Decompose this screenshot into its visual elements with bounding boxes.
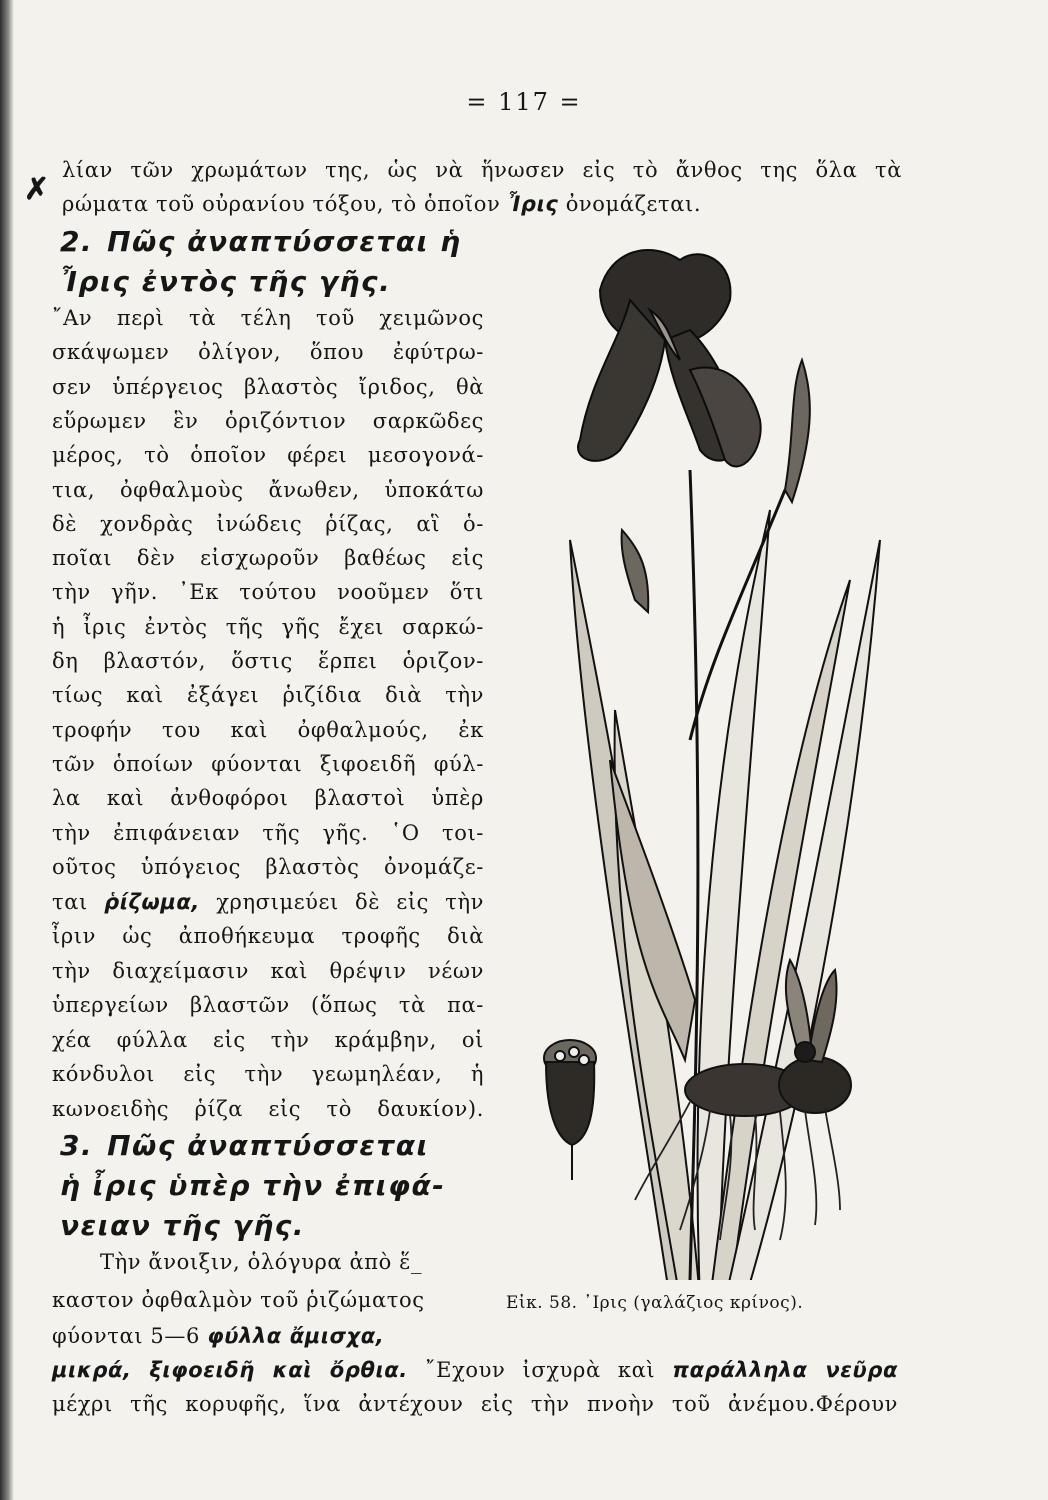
body-line-b-3: ὑπεργείων βλαστῶν (ὅπως τὰ πα-	[52, 993, 484, 1017]
section-3-heading-line-1	[60, 1126, 429, 1166]
rhizome-post: χρησιμεύει δὲ εἰς τὴν	[216, 890, 485, 914]
section-2-heading-line-1	[60, 222, 462, 262]
body-line-2: σκάψωμεν ὀλίγον, ὅπου ἐφύτρω-	[52, 340, 484, 365]
section-3-line-4	[52, 1352, 898, 1388]
iris-seed-capsule	[544, 1040, 596, 1180]
section-3-number: 3.	[60, 1129, 94, 1162]
iris-leaves	[570, 510, 880, 1280]
body-line-8: ποῖαι δὲν εἰσχωροῦν βαθέως εἰς	[52, 546, 484, 571]
body-line-3: σεν ὑπέργειος βλαστὸς ἴριδος, θὰ	[52, 374, 484, 399]
intro-line-1: λίαν τῶν χρωμάτων της, ὡς νὰ ἥνωσεν εἰς τὸ ἄνθος της ὅλα τὰ	[62, 158, 902, 182]
body-line-b-2: τὴν διαχείμασιν καὶ θρέψιν νέων	[52, 958, 484, 983]
section-3-title-1: Πῶς ἀναπτύσσεται	[107, 1129, 429, 1162]
section-2-number: 2.	[60, 225, 94, 258]
rhizome-term: ῥίζωμα,	[104, 890, 200, 914]
iris-flower	[578, 250, 761, 466]
body-line-12: τίως καὶ ἐξάγει ῥιζίδια διὰ τὴν	[52, 683, 484, 708]
body-line-10: ἡ ἶρις ἐντὸς τῆς γῆς ἔχει σαρκώ-	[52, 614, 484, 639]
body-line-17: οῦτος ὑπόγειος βλαστὸς ὀνομάζε-	[52, 854, 484, 879]
body-line-1: ῎Αν περὶ τὰ τέλη τοῦ χειμῶνος	[52, 306, 484, 330]
margin-mark: ✗	[24, 172, 50, 207]
intro-line-2-text: ρώματα τοῦ οὐρανίου τόξου, τὸ ὁποῖον	[62, 192, 501, 216]
section-3-line-3-bold: φύλλα ἄμισχα,	[207, 1324, 385, 1348]
intro-line-2-end: ὀνομάζεται.	[565, 192, 702, 216]
section-3-line-4-bold: μικρά, ξιφοειδῆ καὶ ὄρθια.	[52, 1358, 408, 1382]
body-line-15: λα καὶ ἀνθοφόροι βλαστοὶ ὑπὲρ	[52, 786, 484, 811]
intro-bold-term: Ἶρις	[507, 192, 559, 216]
figure-caption: Εἰκ. 58. ᾿Ιρις (γαλάζιος κρίνος).	[506, 1293, 804, 1313]
section-3-line-2: καστον ὀφθαλμὸν τοῦ ῥιζώματος	[52, 1288, 425, 1312]
intro-line-2	[62, 186, 701, 222]
body-line-b-1: ἶριν ὡς ἀποθήκευμα τροφῆς διὰ	[52, 924, 484, 948]
body-line-b-6: κωνοειδὴς ῥίζα εἰς τὸ δαυκίον).	[52, 1096, 484, 1121]
section-3-heading-line-2: ἡ ἶρις ὑπὲρ τὴν ἐπιφά-	[60, 1169, 446, 1202]
body-line-b-5: κόνδυλοι εἰς τὴν γεωμηλέαν, ἡ	[52, 1062, 484, 1086]
section-3-line-1: Τὴν ἄνοιξιν, ὁλόγυρα ἀπὸ ἕ_	[100, 1250, 423, 1274]
section-3-line-5: μέχρι τῆς κορυφῆς, ἵνα ἀντέχουν εἰς τὴν πνοὴν τοῦ ἀνέμου.Φέρουν	[52, 1392, 898, 1416]
page-number: = 117 =	[466, 88, 582, 116]
section-3-line-4-mid: ῎Εχουν ἰσχυρὰ καὶ	[425, 1358, 656, 1382]
body-line-9: τὴν γῆν. ᾿Εκ τούτου νοοῦμεν ὅτι	[52, 580, 484, 605]
body-line-13: τροφήν του καὶ ὀφθαλμούς, ἐκ	[52, 717, 484, 742]
body-line-4: εὕρωμεν ἓν ὁριζόντιον σαρκῶδες	[52, 408, 484, 433]
body-line-14: τῶν ὁποίων φύονται ξιφοειδῆ φύλ-	[52, 751, 484, 776]
section-2-heading-line-2: Ἶρις ἐντὸς τῆς γῆς.	[60, 265, 392, 298]
body-line-16: τὴν ἐπιφάνειαν τῆς γῆς. ῾Ο τοι-	[52, 820, 484, 845]
page-edge	[0, 0, 14, 1500]
rhizome-line	[52, 884, 484, 920]
body-line-5: μέρος, τὸ ὁποῖον φέρει μεσογονά-	[52, 443, 484, 468]
iris-illustration	[540, 240, 910, 1280]
body-line-6: τια, ὀφθαλμοὺς ἄνωθεν, ὑποκάτω	[52, 477, 484, 502]
body-line-11: δη βλαστόν, ὅστις ἕρπει ὁριζον-	[52, 649, 484, 673]
section-3-line-3-pre: φύονται 5—6	[52, 1324, 200, 1348]
section-3-heading-line-3: νειαν τῆς γῆς.	[60, 1209, 306, 1242]
rhizome-pre: ται	[52, 890, 88, 914]
section-3-line-3	[52, 1318, 384, 1354]
section-2-title-1: Πῶς ἀναπτύσσεται ἡ	[107, 225, 462, 258]
body-line-7: δὲ χονδρὰς ἰνώδεις ῥίζας, αἳ ὁ-	[52, 511, 484, 536]
body-line-b-4: χέα φύλλα εἰς τὴν κράμβην, οἱ	[52, 1027, 484, 1052]
section-3-line-4-bold-2: παράλληλα νεῦρα	[672, 1358, 898, 1382]
